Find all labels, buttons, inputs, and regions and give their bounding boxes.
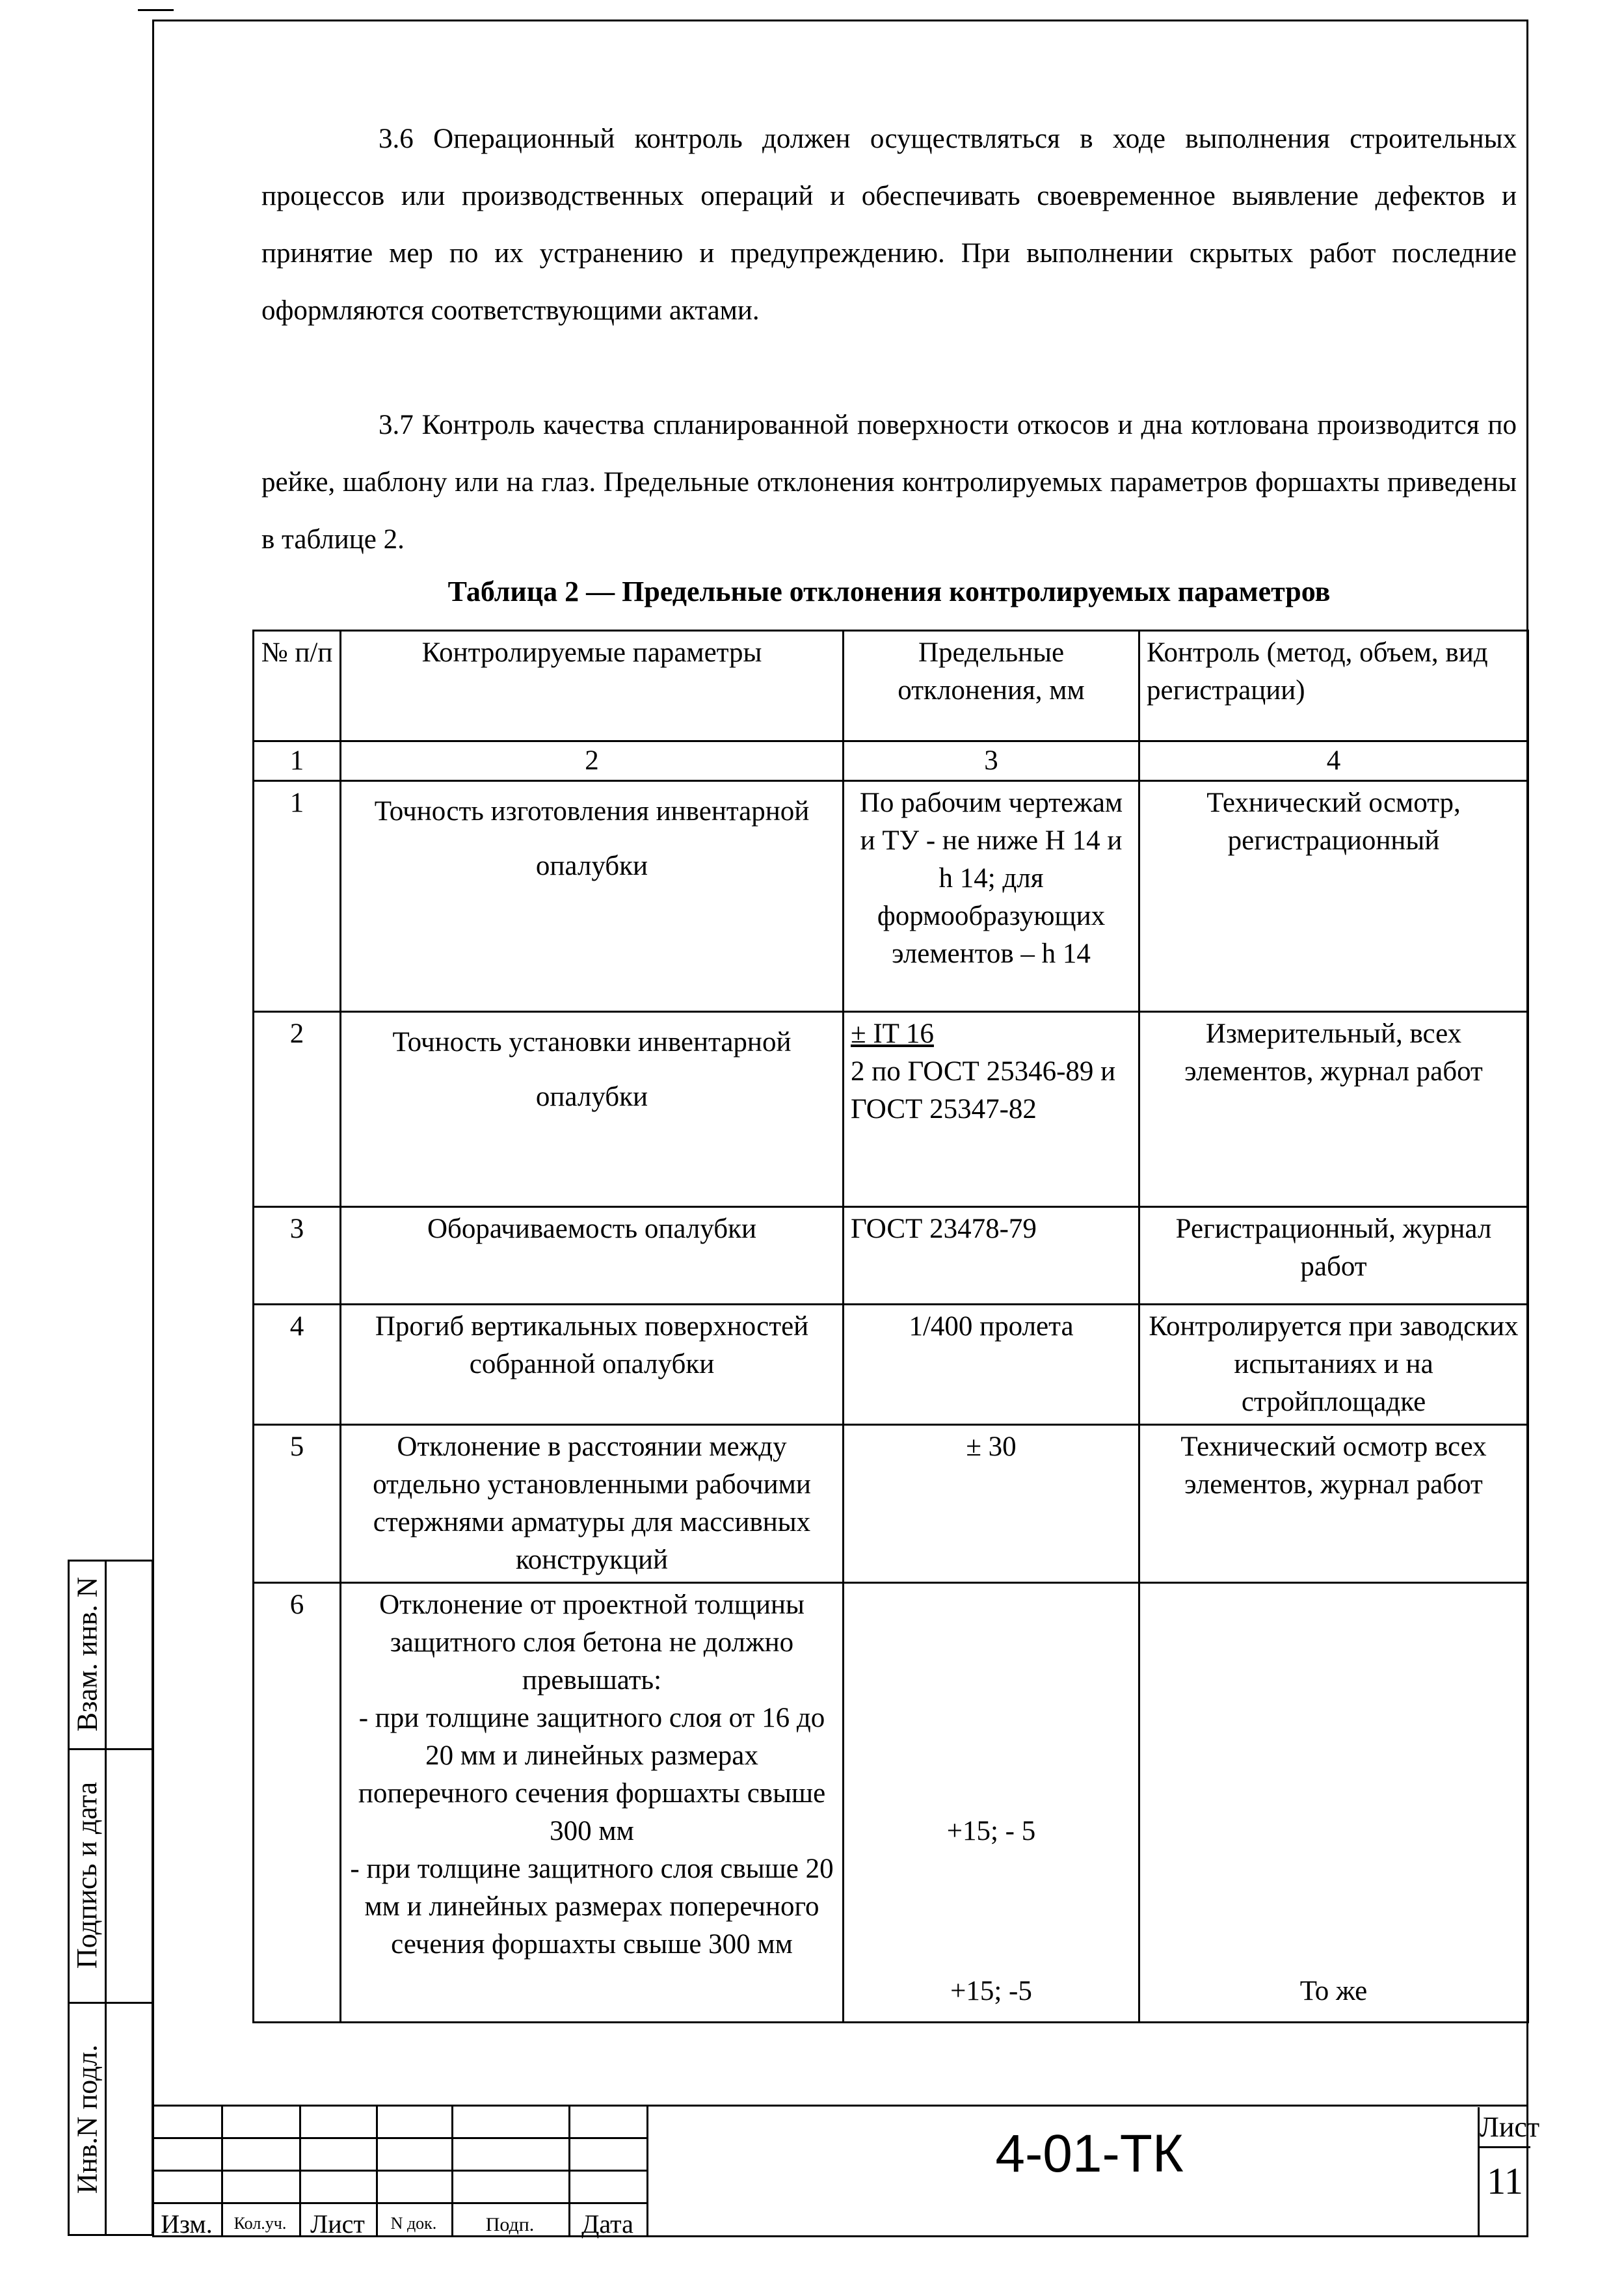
param-case-b: - при толщине защитного слоя свыше 20 мм и линейных размерах поперечного сечения форшахты свыше 300 мм [350, 1854, 834, 1960]
row-deviation: ГОСТ 23478-79 [844, 1207, 1139, 1305]
table-header-row [254, 631, 1528, 741]
row-deviation: 1/400 пролета [844, 1305, 1139, 1425]
side-blank-column [107, 1560, 153, 2236]
table-row [254, 1425, 1528, 1583]
paragraph-3-6 [261, 111, 1517, 339]
row-param: Точность установки инвентарной опалубки [341, 1012, 844, 1207]
col-number: 4 [1139, 741, 1528, 781]
row-control [1139, 1583, 1528, 2023]
sheet-number: 11 [1487, 2160, 1523, 2202]
row-deviation [844, 1583, 1139, 2023]
sheet-label: Лист [1480, 2111, 1540, 2143]
document-number: 4-01-ТК [995, 2124, 1184, 2183]
row-param: Оборачиваемость опалубки [341, 1207, 844, 1305]
table-row [254, 781, 1528, 1012]
row-num: 3 [254, 1207, 341, 1305]
deviation-table [252, 630, 1529, 2023]
header-num: № п/п [254, 631, 341, 741]
row-deviation [844, 1012, 1139, 1207]
table-row [254, 1207, 1528, 1305]
row-control: Контролируется при заводских испытаниях и на стройплощадке [1139, 1305, 1528, 1425]
paragraph-3-7 [261, 397, 1517, 568]
col-number: 3 [844, 741, 1139, 781]
deviation-it16: ± IT 16 [851, 1018, 934, 1049]
row-num: 5 [254, 1425, 341, 1583]
table-row [254, 1012, 1528, 1207]
side-sign-date: Подпись и дата [71, 1781, 103, 1969]
param-intro: Отклонение от проектной толщины защитного слоя бетона не должно превышать: [379, 1590, 805, 1696]
label-data: Дата [581, 2209, 633, 2239]
row-deviation: По рабочим чертежам и ТУ - не ниже Н 14 и h 14; для формообразующих элементов – h 14 [844, 781, 1139, 1012]
row-control: Технический осмотр всех элементов, журнал работ [1139, 1425, 1528, 1583]
row-param: Отклонение в расстоянии между отдельно установленными рабочими стержнями арматуры для массивных конструкций [341, 1425, 844, 1583]
header-deviation: Предельные отклонения, мм [844, 631, 1139, 741]
sheet-box-divider [1480, 2146, 1530, 2148]
side-stamp [68, 1560, 153, 2236]
row-param: Прогиб вертикальных поверхностей собранной опалубки [341, 1305, 844, 1425]
table-caption: Таблица 2 — Предельные отклонения контролируемых параметров [447, 576, 1331, 607]
table-row [254, 1583, 1528, 2023]
deviation-case-a: +15; - 5 [946, 1816, 1036, 1846]
column-number-row [254, 741, 1528, 781]
row-num: 4 [254, 1305, 341, 1425]
side-inv-podl: Инв.N подл. [71, 2044, 103, 2194]
row-control: Измерительный, всех элементов, журнал работ [1139, 1012, 1528, 1207]
grid-line [152, 2137, 646, 2139]
title-block-grid [152, 2105, 646, 2237]
paragraph-3-7-text: 3.7 Контроль качества спланированной поверхности откосов и дна котлована производится по рейке, шаблону или на глаз. Предельные отклонения контролируемых параметров форшахты приведены в таблице 2. [261, 410, 1517, 555]
grid-line [646, 2105, 648, 2237]
table-row [254, 1305, 1528, 1425]
label-n-dok: N док. [390, 2214, 437, 2233]
label-kol-uch: Кол.уч. [233, 2214, 287, 2233]
col-number: 2 [341, 741, 844, 781]
label-podp: Подп. [485, 2214, 535, 2235]
sheet-box [1478, 2107, 1540, 2237]
side-inv-vzam: Взам. инв. N [71, 1576, 103, 1731]
row-num: 1 [254, 781, 341, 1012]
grid-line [152, 2202, 646, 2204]
label-list: Лист [310, 2209, 365, 2239]
row-num: 6 [254, 1583, 341, 2023]
paragraph-3-6-text: 3.6 Операционный контроль должен осуществляться в ходе выполнения строительных процессов или производственных операций и обеспечивать своевременное выявление дефектов и принятие мер по их устранению и предупреждению. При выполнении скрытых работ последние оформляются соответствующими актами. [261, 124, 1517, 326]
label-izm: Изм. [161, 2209, 213, 2239]
deviation-case-b: +15; -5 [950, 1976, 1032, 2006]
header-param: Контролируемые параметры [341, 631, 844, 741]
row-num: 2 [254, 1012, 341, 1207]
grid-line [152, 2170, 646, 2172]
row-param [341, 1583, 844, 2023]
corner-mark [138, 9, 174, 11]
row-deviation: ± 30 [844, 1425, 1139, 1583]
param-case-a: - при толщине защитного слоя от 16 до 20 мм и линейных размерах поперечного сечения форшахты свыше 300 мм [358, 1703, 826, 1846]
header-control: Контроль (метод, объем, вид регистрации) [1139, 631, 1528, 741]
row-control: Регистрационный, журнал работ [1139, 1207, 1528, 1305]
control-same: То же [1299, 1976, 1368, 2006]
deviation-gost: 2 по ГОСТ 25346-89 и ГОСТ 25347-82 [851, 1056, 1116, 1124]
row-param: Точность изготовления инвентарной опалубки [341, 781, 844, 1012]
row-control: Технический осмотр, регистрационный [1139, 781, 1528, 1012]
col-number: 1 [254, 741, 341, 781]
